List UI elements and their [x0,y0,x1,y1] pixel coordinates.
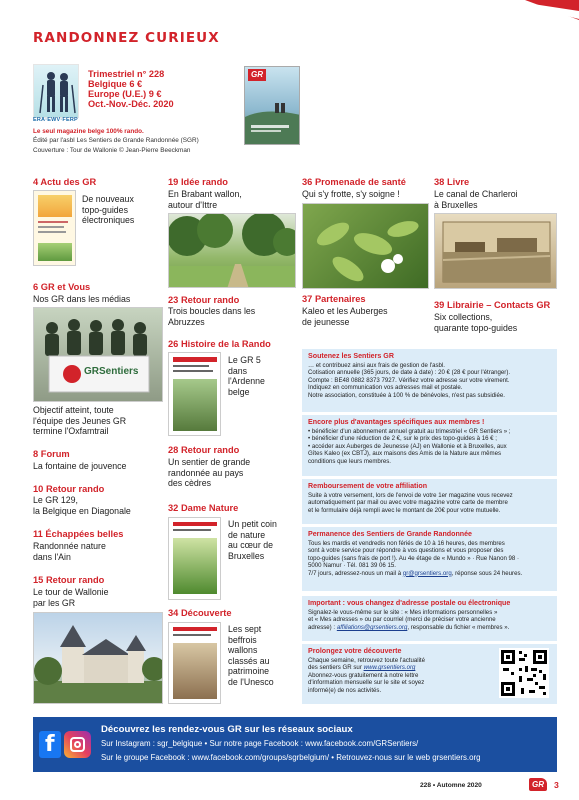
support-title: Soutenez les Sentiers GR [308,352,394,360]
article-19-title[interactable]: 19 Idée rando [168,177,228,187]
article-39-text: Six collections, quarante topo-guides [434,312,518,333]
article-38-text: Le canal de Charleroi à Bruxelles [434,189,518,210]
discover-more-box [302,644,557,704]
support-text: … et contribuez ainsi aux frais de gestion de l'asbl. Cotisation annuelle (365 jours, de date à date) : 20 € (28 € pour l'étranger). Compte : BE48 0882 8373 7927. Vérifiez votre adresse sur votre virement. Indiquez en communication vos adresses mail et postale. Notre association, constituée à 100 % de bénévoles, n'est pas subsidiée. [308,362,511,399]
advantages-title: Encore plus d'avantages spécifiques aux membres ! [308,418,485,426]
address-change-box [302,596,557,641]
issue-period: Oct.-Nov.-Déc. 2020 [88,99,174,109]
young-gr-team-photo [33,307,163,402]
article-15-title[interactable]: 15 Retour rando [33,575,105,585]
beffrois-cover-image [168,622,221,704]
article-26-title[interactable]: 26 Histoire de la Rando [168,339,271,349]
social-title: Découvrez les rendez-vous GR sur les réseaux sociaux [101,724,353,735]
issue-number: Trimestriel n° 228 [88,69,165,79]
discover-more-text: Chaque semaine, retrouvez toute l'actualité des sentiers GR sur www.grsentiers.org Abonnez-vous gratuitement à notre lettre d'information mensuelle sur le site et soyez informé(e) de nos activités. [308,657,426,694]
facebook-icon[interactable]: f [39,731,61,758]
article-11-text: Randonnée nature dans l'Ain [33,541,106,562]
page-number: 3 [554,780,559,790]
brabant-landscape-photo [168,213,296,288]
article-37-title[interactable]: 37 Partenaires [302,294,366,304]
article-8-title[interactable]: 8 Forum [33,449,70,459]
advantages-box [302,415,557,476]
article-23-text: Trois boucles dans les Abruzzes [168,306,256,327]
address-change-title: Important : vous changez d'adresse postale ou électronique [308,599,511,607]
castle-photo [33,612,163,704]
address-change-text: Signalez-le vous-même sur le site : « Mes informations personnelles » et « Mes adresses » ou par courriel (merci de préciser votre ancienne adresse) : affiliations@grsentiers.org, responsable du fichier « membres ». [308,609,510,631]
office-mail-link[interactable]: gr@grsentiers.org [402,569,452,577]
intro-tagline: Le seul magazine belge 100% rando. [33,128,144,135]
reimbursement-box [302,479,557,524]
reimbursement-text: Suite à votre versement, lors de l'envoi de votre 1er magazine vous recevez automatiquement par mail ou avec votre magazine votre carte de membre et le formulaire déjà rempli avec le montant de 20€ pour votre mutuelle. [308,492,513,514]
article-39-title[interactable]: 39 Librairie – Contacts GR [434,300,551,310]
social-media-bar [33,717,557,772]
article-6-title[interactable]: 6 GR et Vous [33,282,91,292]
article-28-title[interactable]: 28 Retour rando [168,445,240,455]
article-6-caption: Objectif atteint, toute l'équipe des Jeunes GR termine l'Oxfamtrail [33,405,127,437]
article-23-title[interactable]: 23 Retour rando [168,295,240,305]
article-10-text: Le GR 129, la Belgique en Diagonale [33,495,131,516]
article-38-title[interactable]: 38 Livre [434,177,470,187]
footer-issue: 228 • Automne 2020 [420,782,482,789]
price-europe: Europe (U.E.) 9 € [88,89,162,99]
office-hours-title: Permanence des Sentiers de Grande Randonnée [308,530,473,538]
article-37-text: Kaleo et les Auberges de jeunesse [302,306,388,327]
advantages-text: • bénéficier d'un abonnement annuel gratuit au trimestriel « GR Sentiers » ; • bénéficier d'une réduction de 2 €, sur le prix des topo-guides à 16 € ; • accéder aux Auberges de Jeunesse (AJ) en Wallonie et à Bruxelles, aux Gîtes Kaleo (ex CBTJ), aux maisons des Amis de la Nature aux mêmes conditions que leurs membres. [308,428,511,465]
price-belgium: Belgique 6 € [88,79,143,89]
banner-text: GRSentiers [84,366,139,377]
intro-cover-credit: Couverture : Tour de Wallonie © Jean-Pierre Beeckman [33,146,191,154]
hikers-logo [33,64,79,118]
article-19-text: En Brabant wallon, autour d'Ittre [168,189,242,210]
article-36-text: Qui s'y frotte, s'y soigne ! [302,189,400,199]
dame-nature-cover-image [168,517,221,600]
article-34-text: Les sept beffrois wallons classés au patrimoine de l'Unesco [228,624,274,687]
support-box [302,349,557,412]
social-instagram-line[interactable]: Sur Instagram : sgr_belgique • Sur notre page Facebook : www.facebook.com/GRSentiers/ [101,739,419,748]
article-28-text: Un sentier de grande randonnée au pays des cèdres [168,457,251,489]
article-32-text: Un petit coin de nature au cœur de Bruxelles [228,519,277,561]
article-34-title[interactable]: 34 Découverte [168,608,232,618]
intro-block [33,127,333,155]
article-32-title[interactable]: 32 Dame Nature [168,503,239,513]
article-4-title[interactable]: 4 Actu des GR [33,177,97,187]
article-36-title[interactable]: 36 Promenade de santé [302,177,406,187]
corner-decoration [519,0,579,28]
article-8-text: La fontaine de jouvence [33,461,127,471]
intro-publisher: Édité par l'asbl Les Sentiers de Grande Randonnée (SGR) [33,137,199,145]
office-hours-text: Tous les mardis et vendredis non fériés de 10 à 16 heures, des membres sont à votre service pour répondre à vos questions et vous proposer des topo-guides (sans frais de port !). Au 4e étage de « Mundo » · Rue Nanon 98 · 5000 Namur · Tél. 081 39 06 15. 7/7 jours, adressez-nous un mail à gr@grsentiers.org, réponse sous 24 heures. [308,540,523,577]
office-hours-box [302,527,557,591]
qr-code-icon[interactable] [499,648,549,698]
reimbursement-title: Remboursement de votre affiliation [308,482,428,490]
article-26-text: Le GR 5 dans l'Ardenne belge [228,355,265,397]
gr-badge-logo: GR [529,778,547,791]
logo-caption: ERA·EWV·FERP [33,117,78,123]
issue-info [88,69,174,109]
website-link[interactable]: www.grsentiers.org [363,664,416,672]
canal-vintage-photo [434,213,557,289]
topo-guide-image [33,190,76,266]
affiliations-mail-link[interactable]: affiliations@grsentiers.org [336,623,408,631]
article-4-text: De nouveaux topo-guides électroniques [82,194,135,226]
article-15-text: Le tour de Wallonie par les GR [33,587,109,608]
article-6-text: Nos GR dans les médias [33,294,131,304]
social-facebook-group-line[interactable]: Sur le groupe Facebook : www.facebook.com/groups/sgrbelgium/ • Retrouvez-nous sur le web grsentiers.org [101,753,481,762]
page-title: RANDONNEZ CURIEUX [33,30,220,46]
plant-photo [302,203,429,289]
discover-more-title: Prolongez votre découverte [308,647,402,655]
article-10-title[interactable]: 10 Retour rando [33,484,105,494]
instagram-icon[interactable] [64,731,91,758]
ardenne-cover-image [168,352,221,436]
cover-logo: GR [248,69,266,81]
article-11-title[interactable]: 11 Échappées belles [33,529,124,539]
